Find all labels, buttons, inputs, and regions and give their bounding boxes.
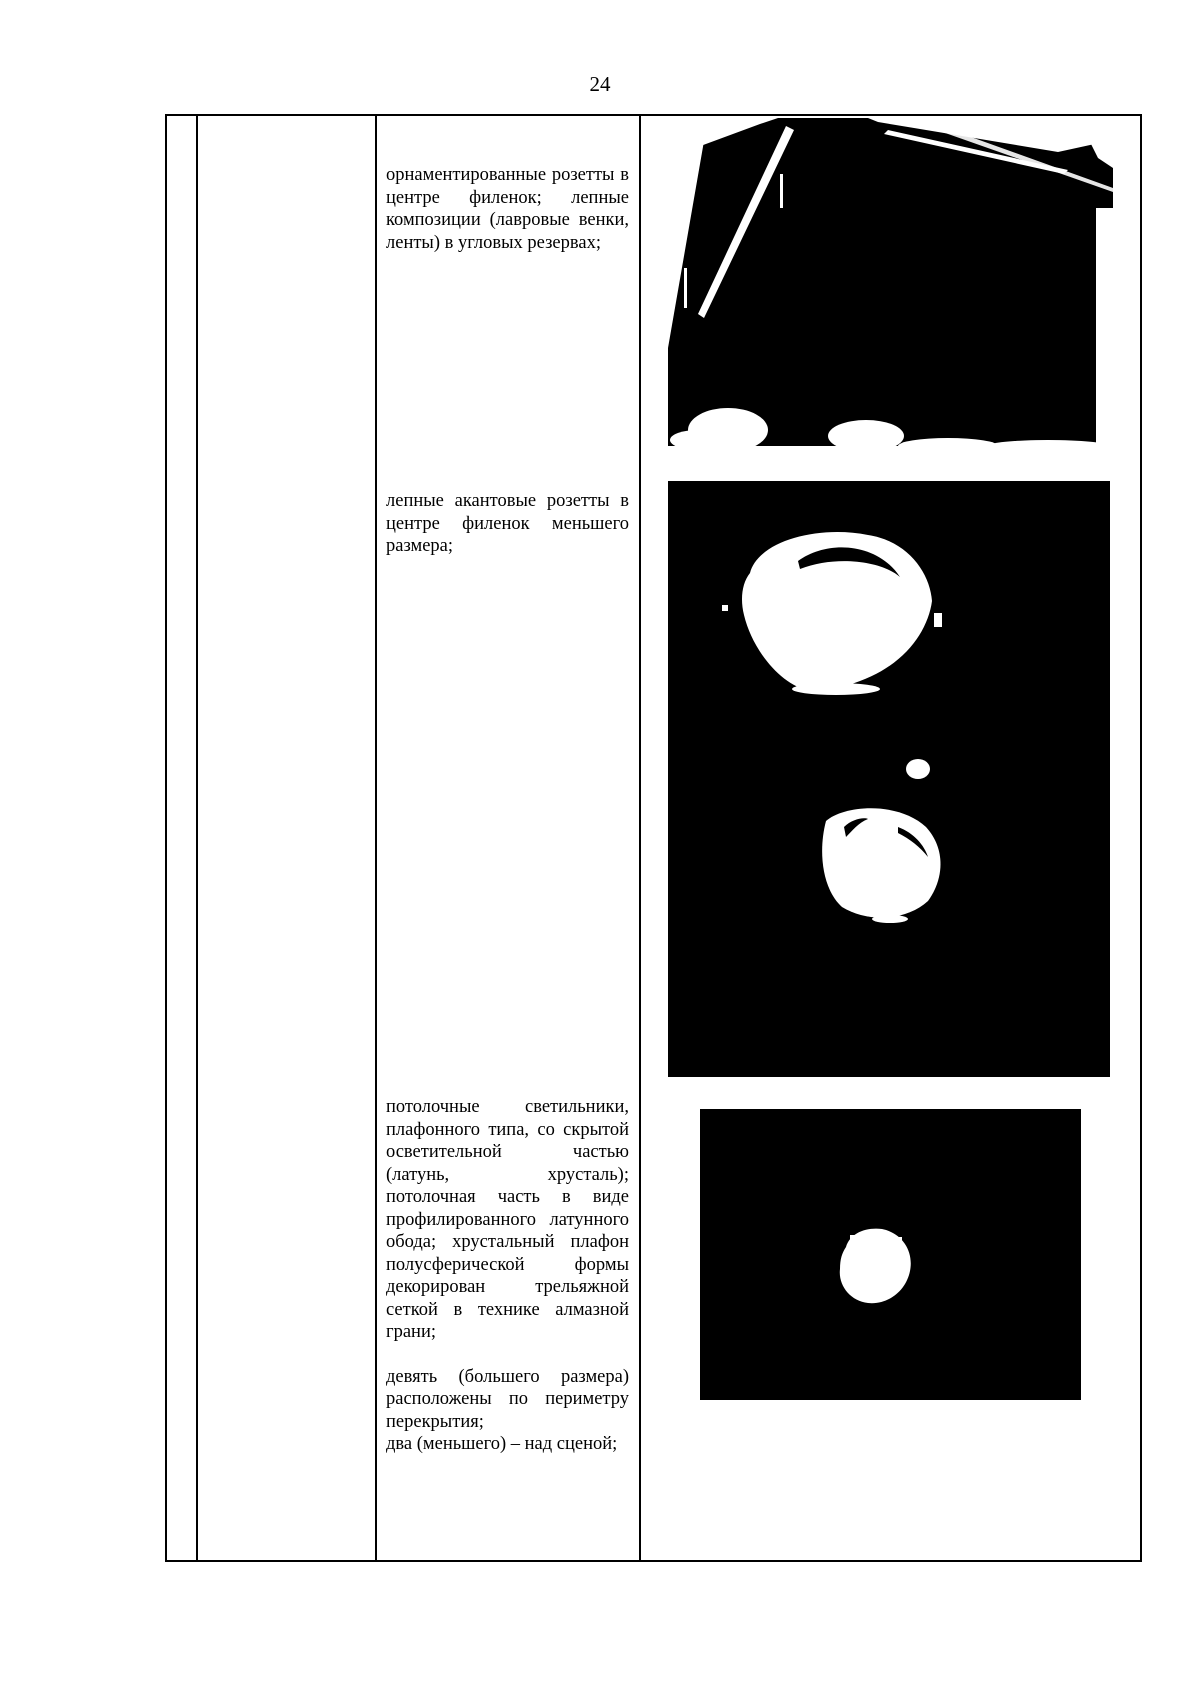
ceiling-lamp-photo [700, 1109, 1081, 1400]
row-1-description [386, 164, 629, 254]
acanthus-rosettes-photo [668, 481, 1110, 1077]
column-divider-2 [375, 114, 377, 1562]
row-2-description-text: лепные акантовые розетты в центре филенок меньшего размера; [386, 491, 629, 556]
row-3-note-2: два (меньшего) – над сценой; [386, 1434, 618, 1454]
ceiling-panel-photo [668, 118, 1113, 452]
column-divider-3 [639, 114, 641, 1562]
page-number: 24 [589, 72, 611, 96]
row-1-description-text: орнаментированные розетты в центре филенок; лепные композиции (лавровые венки, ленты) в угловых резервах; [386, 165, 629, 253]
row-3-description-text: потолочные светильники, плафонного типа, со скрытой осветительной частью (латунь, хрусталь); потолочная часть в виде профилированного латунного обода; хрустальный плафон полусферической формы декорирован трельяжной сеткой в технике алмазной грани; [386, 1097, 629, 1342]
row-3-description [386, 1096, 629, 1456]
row-2-description [386, 490, 629, 558]
column-divider-1 [196, 114, 198, 1562]
row-3-note-1: девять (большего размера) расположены по периметру перекрытия; [386, 1366, 629, 1432]
